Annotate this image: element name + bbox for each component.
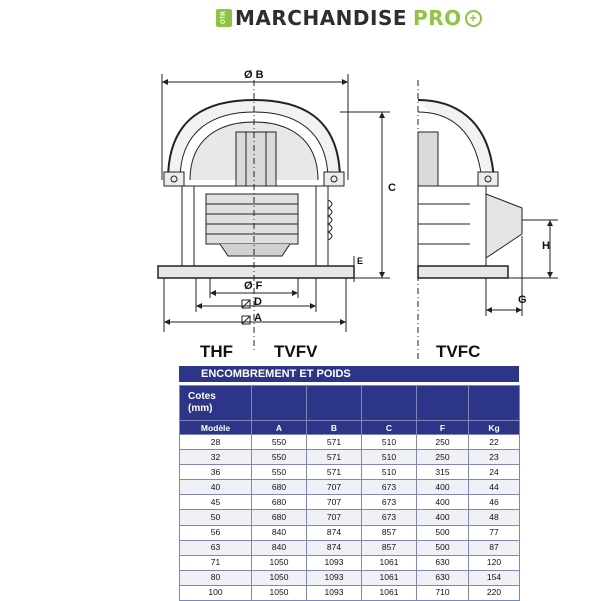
value-cell: 840 (252, 540, 307, 555)
column-header-modele: Modèle (180, 421, 252, 435)
table-row (180, 525, 520, 540)
model-label-tvfv: TVFV (274, 342, 318, 361)
column-header-f: F (417, 421, 469, 435)
model-label-thf: THF (200, 342, 234, 361)
brand-logo (216, 6, 482, 30)
value-cell: 1050 (252, 585, 307, 600)
value-cell: 1093 (307, 570, 362, 585)
value-cell: 1093 (307, 585, 362, 600)
model-cell: 63 (180, 540, 252, 555)
table-row (180, 435, 520, 450)
value-cell: 707 (307, 495, 362, 510)
dimensions-table-section (179, 366, 519, 601)
value-cell: 87 (469, 540, 520, 555)
model-cell: 40 (180, 480, 252, 495)
table-row (180, 555, 520, 570)
value-cell: 874 (307, 525, 362, 540)
cotes-header-line: (mm) (188, 403, 213, 414)
model-cell: 36 (180, 465, 252, 480)
value-cell: 44 (469, 480, 520, 495)
logo-accent: PRO (413, 6, 462, 30)
plus-icon: + (465, 10, 482, 27)
model-cell: 56 (180, 525, 252, 540)
value-cell: 77 (469, 525, 520, 540)
value-cell: 510 (362, 450, 417, 465)
dim-label-b: Ø B (244, 69, 264, 81)
dimensions-table (179, 385, 520, 601)
value-cell: 550 (252, 435, 307, 450)
table-row (180, 510, 520, 525)
logo-badge: OTR (216, 9, 232, 27)
model-cell: 32 (180, 450, 252, 465)
value-cell: 400 (417, 510, 469, 525)
model-label-tvfc: TVFC (436, 342, 481, 361)
side-outlet (486, 194, 522, 258)
table-row (180, 585, 520, 600)
value-cell: 857 (362, 525, 417, 540)
value-cell: 673 (362, 510, 417, 525)
value-cell: 46 (469, 495, 520, 510)
table-row (180, 495, 520, 510)
cotes-header (180, 386, 252, 421)
value-cell: 250 (417, 435, 469, 450)
value-cell: 510 (362, 435, 417, 450)
table-body (180, 435, 520, 601)
value-cell: 48 (469, 510, 520, 525)
value-cell: 680 (252, 510, 307, 525)
model-cell: 80 (180, 570, 252, 585)
value-cell: 707 (307, 510, 362, 525)
value-cell: 550 (252, 450, 307, 465)
model-cell: 100 (180, 585, 252, 600)
table-row (180, 465, 520, 480)
dim-label-e: E (357, 256, 364, 266)
value-cell: 707 (307, 480, 362, 495)
value-cell: 120 (469, 555, 520, 570)
column-header-row (180, 421, 520, 435)
value-cell: 24 (469, 465, 520, 480)
value-cell: 500 (417, 525, 469, 540)
value-cell: 154 (469, 570, 520, 585)
table-row (180, 480, 520, 495)
fan-diagram (150, 60, 570, 360)
value-cell: 680 (252, 495, 307, 510)
value-cell: 630 (417, 555, 469, 570)
value-cell: 571 (307, 450, 362, 465)
fan-base (158, 266, 354, 278)
table-row (180, 570, 520, 585)
value-cell: 1061 (362, 585, 417, 600)
column-header-a: A (252, 421, 307, 435)
dim-label-h: H (542, 240, 550, 252)
model-cell: 50 (180, 510, 252, 525)
value-cell: 400 (417, 495, 469, 510)
value-cell: 315 (417, 465, 469, 480)
value-cell: 840 (252, 525, 307, 540)
dim-label-c: C (388, 182, 396, 194)
value-cell: 500 (417, 540, 469, 555)
value-cell: 673 (362, 480, 417, 495)
value-cell: 220 (469, 585, 520, 600)
column-header-b: B (307, 421, 362, 435)
table-title: ENCOMBREMENT ET POIDS (179, 366, 519, 382)
value-cell: 571 (307, 435, 362, 450)
fan-motor (236, 132, 276, 192)
value-cell: 874 (307, 540, 362, 555)
value-cell: 1050 (252, 555, 307, 570)
logo-wordmark: MARCHANDISE (235, 6, 408, 30)
value-cell: 680 (252, 480, 307, 495)
value-cell: 630 (417, 570, 469, 585)
value-cell: 710 (417, 585, 469, 600)
dim-label-g: G (518, 294, 527, 306)
table-row (180, 540, 520, 555)
value-cell: 1061 (362, 570, 417, 585)
model-cell: 28 (180, 435, 252, 450)
value-cell: 1061 (362, 555, 417, 570)
value-cell: 400 (417, 480, 469, 495)
column-header-c: C (362, 421, 417, 435)
dim-label-d: D (254, 296, 262, 308)
value-cell: 510 (362, 465, 417, 480)
value-cell: 1050 (252, 570, 307, 585)
dim-label-f: Ø F (244, 280, 263, 292)
value-cell: 22 (469, 435, 520, 450)
model-cell: 45 (180, 495, 252, 510)
model-cell: 71 (180, 555, 252, 570)
value-cell: 550 (252, 465, 307, 480)
technical-drawing (150, 60, 570, 360)
value-cell: 250 (417, 450, 469, 465)
dim-label-a: A (254, 312, 262, 324)
value-cell: 857 (362, 540, 417, 555)
value-cell: 23 (469, 450, 520, 465)
column-header-kg: Kg (469, 421, 520, 435)
table-row (180, 450, 520, 465)
cotes-header-line: Cotes (188, 391, 216, 402)
value-cell: 673 (362, 495, 417, 510)
value-cell: 1093 (307, 555, 362, 570)
value-cell: 571 (307, 465, 362, 480)
